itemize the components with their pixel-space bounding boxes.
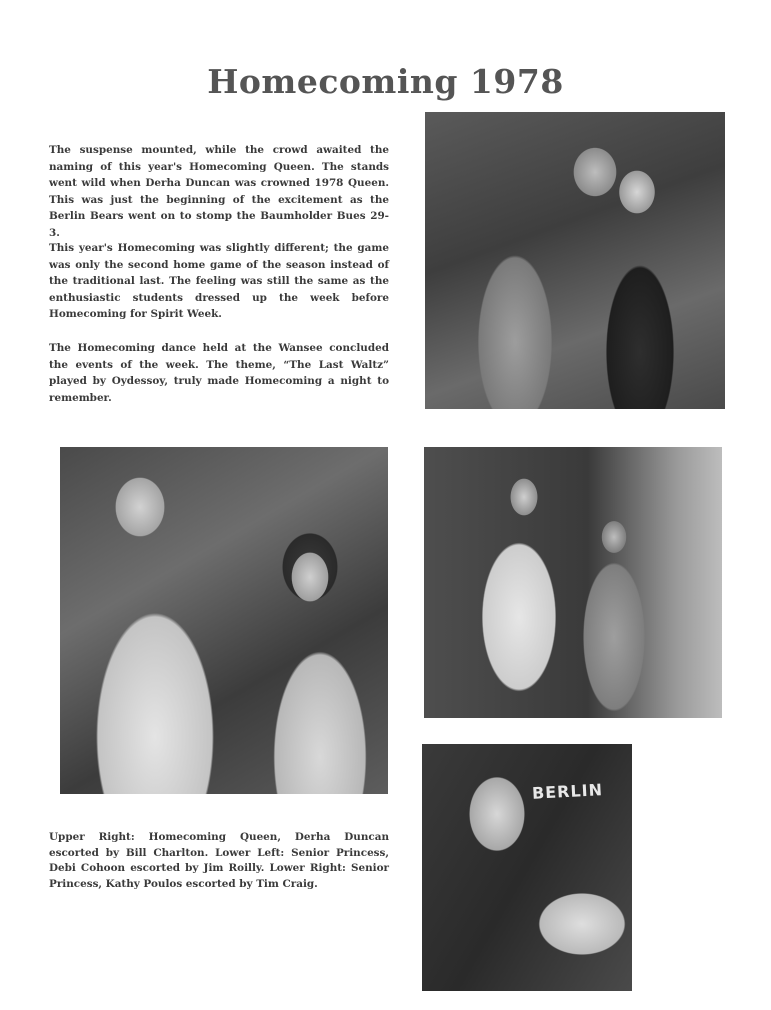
photo-senior-princess-right bbox=[424, 447, 722, 718]
photo-homecoming-queen bbox=[425, 112, 725, 409]
page-title: Homecoming 1978 bbox=[207, 62, 564, 102]
jersey-text: BERLIN bbox=[531, 780, 604, 803]
article-paragraph-3: The Homecoming dance held at the Wansee concluded the events of the week. The theme, “The Last Waltz” played by Oydessoy, truly made Homecoming a night to remember. bbox=[49, 342, 389, 404]
article-paragraph-2: This year's Homecoming was slightly different; the game was only the second home game of the season instead of the traditional last. The feeling was still the same as the enthusiastic students dressed up the week before Homecoming for Spirit Week. bbox=[49, 242, 389, 321]
photo-crowning-moment bbox=[422, 744, 632, 991]
photo-senior-princess-left bbox=[60, 447, 388, 794]
article-paragraph-1: The suspense mounted, while the crowd awaited the naming of this year's Homecoming Queen. The stands went wild when Derha Duncan was crowned 1978 Queen. This was just the beginning of the excitement as the Berlin Bears went on to stomp the Baumholder Bues 29-3. bbox=[49, 144, 389, 239]
photo-caption: Upper Right: Homecoming Queen, Derha Duncan escorted by Bill Charlton. Lower Left: Senior Princess, Debi Cohoon escorted by Jim Roilly. Lower Right: Senior Princess, Kathy Poulos escorted by Tim Craig. bbox=[49, 831, 389, 890]
